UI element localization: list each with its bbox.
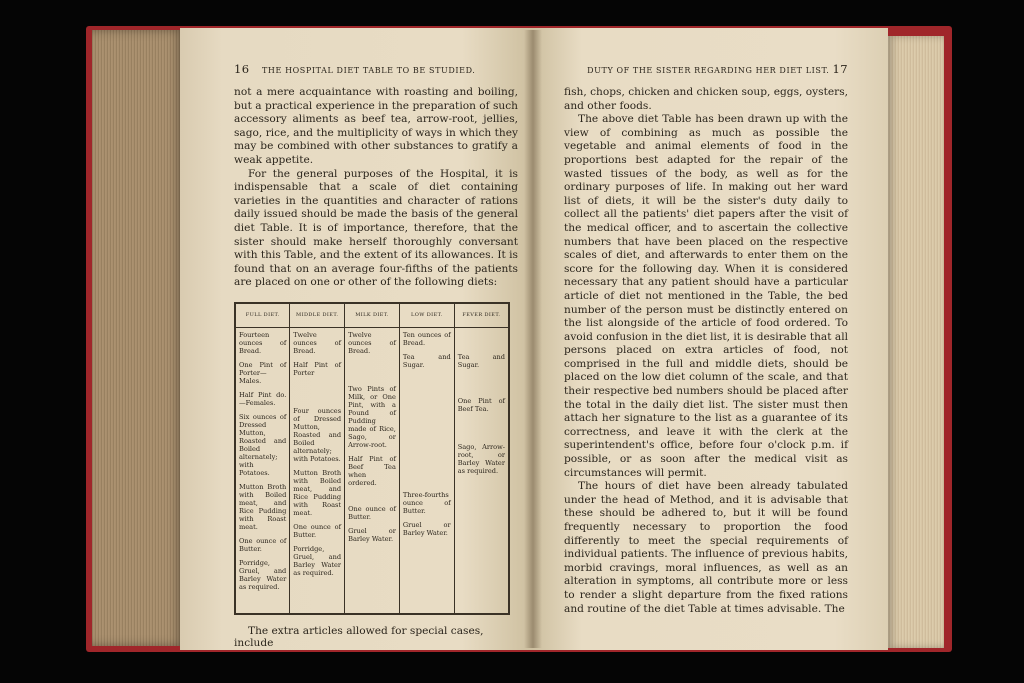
left-page <box>180 28 532 650</box>
table-cell: Half Pint of Porter <box>293 360 342 377</box>
table-cell: Porridge, Gruel, and Barley Water as required. <box>293 544 342 577</box>
page-edges-right <box>886 36 944 648</box>
table-cell: One ounce of Butter. <box>239 536 287 553</box>
table-cell: Mutton Broth with Boiled meat, and Rice Pudding with Roast meat. <box>239 482 287 531</box>
right-paragraph-2: The above diet Table has been drawn up with the view of combining as much as possible the vegetable and animal elements of food in the proportions best adapted for the repair of the wasted tissues of the body, as well as for the ordinary purposes of life. In making out her ward list of diets, it will be the sister's duty daily to collect all the patients' diet papers after the visit of the medical officer, and to ascertain the collective numbers that have been placed on the respective scales of diet, and afterwards to enter them on the score for the following day. When it is considered necessary that any patient should have a particular article of diet not mentioned in the Table, the bed number of the person must be distinctly entered on the list alongside of the article of food ordered. To avoid confusion in the diet list, it is desirable that all persons placed on extra articles of food, not comprised in the full and middle diets, should be placed on the low diet column of the scale, and that their respective bed numbers should be placed after the total in the daily diet list. The sister must then attach her signature to the list as a guarantee of its correctness, and leave it with the clerk at the superintendent's office, before four o'clock p.m. if possible, or as soon after the medical visit as circumstances will permit. <box>564 113 848 479</box>
low-diet-column <box>399 327 454 614</box>
milk-diet-column <box>345 327 400 614</box>
fever-diet-column <box>454 327 509 614</box>
header-middle-diet: MIDDLE DIET. <box>290 303 345 328</box>
table-cell: Half Pint of Beef Tea when ordered. <box>348 454 396 487</box>
table-cell: One ounce of Butter. <box>293 522 342 539</box>
table-cell: Sago, Arrow-root, or Barley Water as required. <box>457 442 505 475</box>
header-full-diet: FULL DIET. <box>235 303 290 328</box>
middle-diet-column <box>290 327 345 614</box>
diet-table <box>234 302 510 615</box>
table-cell: Gruel or Barley Water. <box>402 520 451 537</box>
left-running-head <box>234 62 518 76</box>
right-body-text <box>564 86 848 616</box>
right-page-number: 17 <box>832 62 848 76</box>
right-page <box>532 28 888 650</box>
table-cell: Mutton Broth with Boiled meat, and Rice Pudding with Roast meat. <box>293 468 342 517</box>
left-page-number: 16 <box>234 62 250 76</box>
table-cell: Six ounces of Dressed Mutton, Roasted and Boiled alternately; with Potatoes. <box>239 412 287 477</box>
right-paragraph-3: The hours of diet have been already tabulated under the head of Method, and it is advisable that these should be adhered to, but it will be found frequently necessary to proportion the food differently to meet the special requirements of individual patients. The influence of previous habits, morbid cravings, moral influences, as well as an alteration in symptoms, all contribute more or less to render a slight departure from the fixed rations and routine of the diet Table at times advisable. The <box>564 480 848 615</box>
left-body-text <box>234 86 518 290</box>
diet-table-row <box>235 327 509 614</box>
table-cell: Gruel or Barley Water. <box>348 526 396 543</box>
header-low-diet: LOW DIET. <box>399 303 454 328</box>
table-cell: Tea and Sugar. <box>457 352 505 369</box>
right-paragraph-1: fish, chops, chicken and chicken soup, eggs, oysters, and other foods. <box>564 86 848 112</box>
left-closing-line: The extra articles allowed for special cases, include <box>234 624 484 649</box>
table-cell: Two Pints of Milk, or One Pint, with a Pound of Pudding made of Rice, Sago, or Arrow-root. <box>348 384 396 449</box>
table-cell: Porridge, Gruel, and Barley Water as required. <box>239 558 287 591</box>
left-paragraph-1: not a mere acquaintance with roasting and boiling, but a practical experience in the preparation of such accessory aliments as beef tea, arrow-root, jellies, sago, rice, and the multiplicity of ways in which they may be combined with other substances to gratify a weak appetite. <box>234 86 518 166</box>
page-edges-left <box>92 30 184 646</box>
table-cell: Tea and Sugar. <box>402 352 451 369</box>
table-cell: One ounce of Butter. <box>348 504 396 521</box>
right-running-title: DUTY OF THE SISTER REGARDING HER DIET LIST. <box>587 66 830 75</box>
book-gutter <box>524 30 542 648</box>
right-running-head <box>564 62 848 76</box>
diet-table-header-row <box>235 303 509 328</box>
header-milk-diet: MILK DIET. <box>345 303 400 328</box>
left-running-title: THE HOSPITAL DIET TABLE TO BE STUDIED. <box>261 66 476 75</box>
table-cell: One Pint of Beef Tea. <box>457 396 505 413</box>
table-cell: Twelve ounces of Bread. <box>293 330 342 355</box>
table-cell: Ten ounces of Bread. <box>402 330 451 347</box>
table-cell: Half Pint do.—Females. <box>239 390 287 407</box>
left-paragraph-2: For the general purposes of the Hospital, it is indispensable that a scale of diet containing varieties in the quantities and character of rations daily issued should be made the basis of the general diet Table. It is of importance, therefore, that the sister should make herself thoroughly conversant with this Table, and the extent of its allowances. It is found that on an average four-fifths of the patients are placed on one or other of the following diets: <box>234 167 518 289</box>
table-cell: Four ounces of Dressed Mutton, Roasted and Boiled alternately; with Potatoes. <box>293 406 342 463</box>
table-cell: Fourteen ounces of Bread. <box>239 330 287 355</box>
table-cell: Three-fourths ounce of Butter. <box>402 490 451 515</box>
table-cell: Twelve ounces of Bread. <box>348 330 396 355</box>
header-fever-diet: FEVER DIET. <box>454 303 509 328</box>
full-diet-column <box>235 327 290 614</box>
table-cell: One Pint of Porter—Males. <box>239 360 287 385</box>
